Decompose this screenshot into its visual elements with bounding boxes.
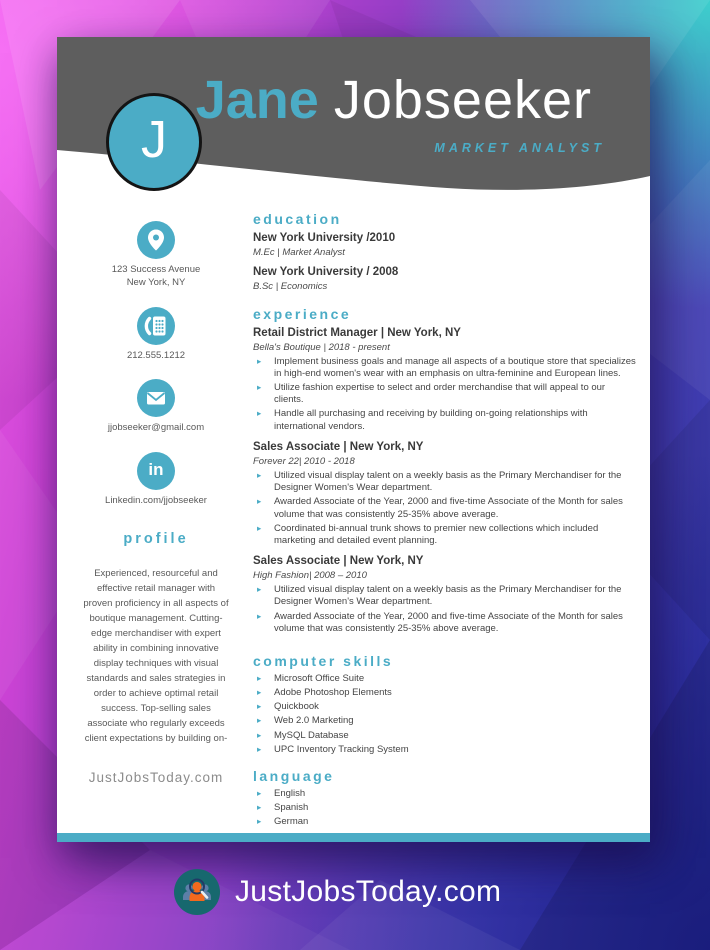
job-meta: Bella's Boutique | 2018 - present xyxy=(253,341,390,353)
language-item xyxy=(253,788,637,800)
monogram-letter: J xyxy=(141,111,167,169)
job-entry xyxy=(253,554,637,635)
skill-text: Web 2.0 Marketing xyxy=(274,715,354,727)
bullet-text: Awarded Associate of the Year, 2000 and five-time Associate of the Month for sales volume that was consistently 25-35% above average. xyxy=(274,496,623,520)
computer-skills-section xyxy=(253,653,637,756)
skill-text: Adobe Photoshop Elements xyxy=(274,687,392,699)
bullet-item xyxy=(253,584,637,608)
bullet-arrow-icon: ▸ xyxy=(257,715,262,726)
bullet-arrow-icon: ▸ xyxy=(257,355,262,366)
first-name: Jane xyxy=(195,70,319,130)
location-pin-icon xyxy=(137,221,175,259)
contact-email xyxy=(108,379,204,435)
linkedin-url: Linkedin.com/jjobseeker xyxy=(105,495,207,507)
candidate-name xyxy=(195,70,592,130)
footer-brand-text: JustJobsToday.com xyxy=(235,875,502,908)
language-text: Spanish xyxy=(274,802,309,813)
education-entry xyxy=(253,265,637,293)
bullet-arrow-icon: ▸ xyxy=(257,408,262,419)
phone-number: 212.555.1212 xyxy=(126,349,186,361)
bullet-arrow-icon: ▸ xyxy=(257,687,262,698)
skill-text: Microsoft Office Suite xyxy=(274,672,365,684)
experience-heading: experience xyxy=(253,305,352,322)
skill-item xyxy=(253,744,637,756)
skill-item xyxy=(253,687,637,699)
profile-line: order to achieve optimal retail xyxy=(93,688,219,700)
people-search-logo-icon xyxy=(174,869,220,915)
page-accent-bar xyxy=(57,833,650,842)
profile-line: proven proficiency in all aspects of xyxy=(83,598,229,610)
education-title: New York University /2010 xyxy=(253,232,396,244)
job-entry xyxy=(253,326,637,433)
main-column xyxy=(253,211,637,840)
language-text: German xyxy=(274,816,309,828)
address-line-2: New York, NY xyxy=(126,276,186,288)
education-subtitle: B.Sc | Economics xyxy=(253,281,328,293)
profile-line: effective retail manager with xyxy=(96,583,216,595)
bullet-arrow-icon: ▸ xyxy=(257,496,262,507)
job-entry xyxy=(253,440,637,547)
sidebar xyxy=(65,221,247,785)
email-icon xyxy=(137,379,175,417)
skill-item xyxy=(253,673,637,685)
skill-text: Quickbook xyxy=(274,701,319,713)
contact-phone xyxy=(127,307,185,363)
contact-linkedin xyxy=(105,452,207,508)
education-section xyxy=(253,211,637,294)
email-address: jjobseeker@gmail.com xyxy=(107,422,205,434)
profile-line: client expectations by building on- xyxy=(84,733,228,745)
bullet-arrow-icon: ▸ xyxy=(257,729,262,740)
education-heading: education xyxy=(253,211,342,227)
language-item xyxy=(253,802,637,814)
bullet-arrow-icon: ▸ xyxy=(257,743,262,754)
bullet-text: Coordinated bi-annual trunk shows to premier new collections which included marketing and detailed event planning. xyxy=(274,522,599,546)
job-title: Sales Associate | New York, NY xyxy=(253,440,424,453)
bullet-item xyxy=(253,523,637,547)
bullet-arrow-icon: ▸ xyxy=(257,470,262,481)
phone-icon xyxy=(137,307,175,345)
footer-brand xyxy=(174,869,501,915)
bullet-item xyxy=(253,470,637,494)
bullet-text: Handle all purchasing and receiving by building on-going relationships with international vendors. xyxy=(274,408,588,432)
bullet-arrow-icon: ▸ xyxy=(257,802,262,812)
bullet-text: Awarded Associate of the Year, 2000 and five-time Associate of the Month for sales volume that was consistently 25-35% above average. xyxy=(274,610,623,634)
monogram-badge xyxy=(106,93,202,191)
profile-line: boutique management. Cutting- xyxy=(89,613,223,625)
bullet-item xyxy=(253,408,637,432)
profile-line: standards and sales strategies in xyxy=(86,673,226,685)
language-text: English xyxy=(274,787,306,799)
linkedin-glyph: in xyxy=(148,459,164,479)
experience-section xyxy=(253,306,637,635)
bullet-item xyxy=(253,382,637,406)
bullet-arrow-icon: ▸ xyxy=(257,610,262,621)
language-section xyxy=(253,768,637,828)
education-title: New York University / 2008 xyxy=(253,266,399,279)
profile-line: edge merchandiser with expert xyxy=(91,628,221,640)
bullet-item xyxy=(253,496,637,520)
address-line-1: 123 Success Avenue xyxy=(111,264,201,275)
last-name: Jobseeker xyxy=(333,70,592,130)
bullet-arrow-icon: ▸ xyxy=(257,584,262,595)
language-heading: language xyxy=(253,767,335,784)
job-title: Retail District Manager | New York, NY xyxy=(253,326,461,339)
bullet-arrow-icon: ▸ xyxy=(257,787,262,798)
linkedin-icon xyxy=(137,452,175,490)
language-item xyxy=(253,816,637,828)
job-title: MARKET ANALYST xyxy=(434,141,605,155)
resume-page xyxy=(57,37,650,842)
skill-text: MySQL Database xyxy=(274,729,349,741)
job-meta: High Fashion| 2008 – 2010 xyxy=(253,569,367,581)
skill-item xyxy=(253,701,637,713)
bullet-arrow-icon: ▸ xyxy=(257,701,262,712)
profile-line: display techniques with visual xyxy=(93,658,219,670)
contact-address xyxy=(112,221,201,290)
sidebar-watermark: JustJobsToday.com xyxy=(88,770,224,786)
job-meta: Forever 22| 2010 - 2018 xyxy=(253,455,355,467)
bullet-text: Implement business goals and manage all aspects of a boutique store that specializes in high-end women's wear with an emphasis on ultra-feminine and European lines. xyxy=(274,355,636,379)
bullet-text: Utilized visual display talent on a weekly basis as the Primary Merchandiser for the Designer Women's Wear department. xyxy=(274,470,622,494)
bullet-item xyxy=(253,611,637,635)
profile-line: associate who regularly exceeds xyxy=(87,718,225,730)
education-entry xyxy=(253,231,637,259)
skill-item xyxy=(253,730,637,742)
skill-text: UPC Inventory Tracking System xyxy=(274,743,409,755)
profile-paragraph xyxy=(83,566,228,746)
job-title: Sales Associate | New York, NY xyxy=(253,555,424,567)
profile-line: success. Top-selling sales xyxy=(101,703,211,715)
profile-line: Experienced, resourceful and xyxy=(94,568,218,580)
bullet-arrow-icon: ▸ xyxy=(257,816,262,827)
profile-line: ability in combining innovative xyxy=(93,643,219,655)
bullet-arrow-icon: ▸ xyxy=(257,522,262,533)
computer-skills-heading: computer skills xyxy=(253,652,394,669)
bullet-text: Utilized visual display talent on a weekly basis as the Primary Merchandiser for the Designer Women's Wear department. xyxy=(274,584,622,608)
profile-heading: profile xyxy=(123,531,189,548)
education-subtitle: M.Ec | Market Analyst xyxy=(253,246,345,258)
skill-item xyxy=(253,715,637,727)
bullet-arrow-icon: ▸ xyxy=(257,382,262,393)
bullet-arrow-icon: ▸ xyxy=(257,672,262,683)
bullet-text: Utilize fashion expertise to select and order merchandise that will appeal to our clients. xyxy=(274,382,606,406)
bullet-item xyxy=(253,356,637,380)
